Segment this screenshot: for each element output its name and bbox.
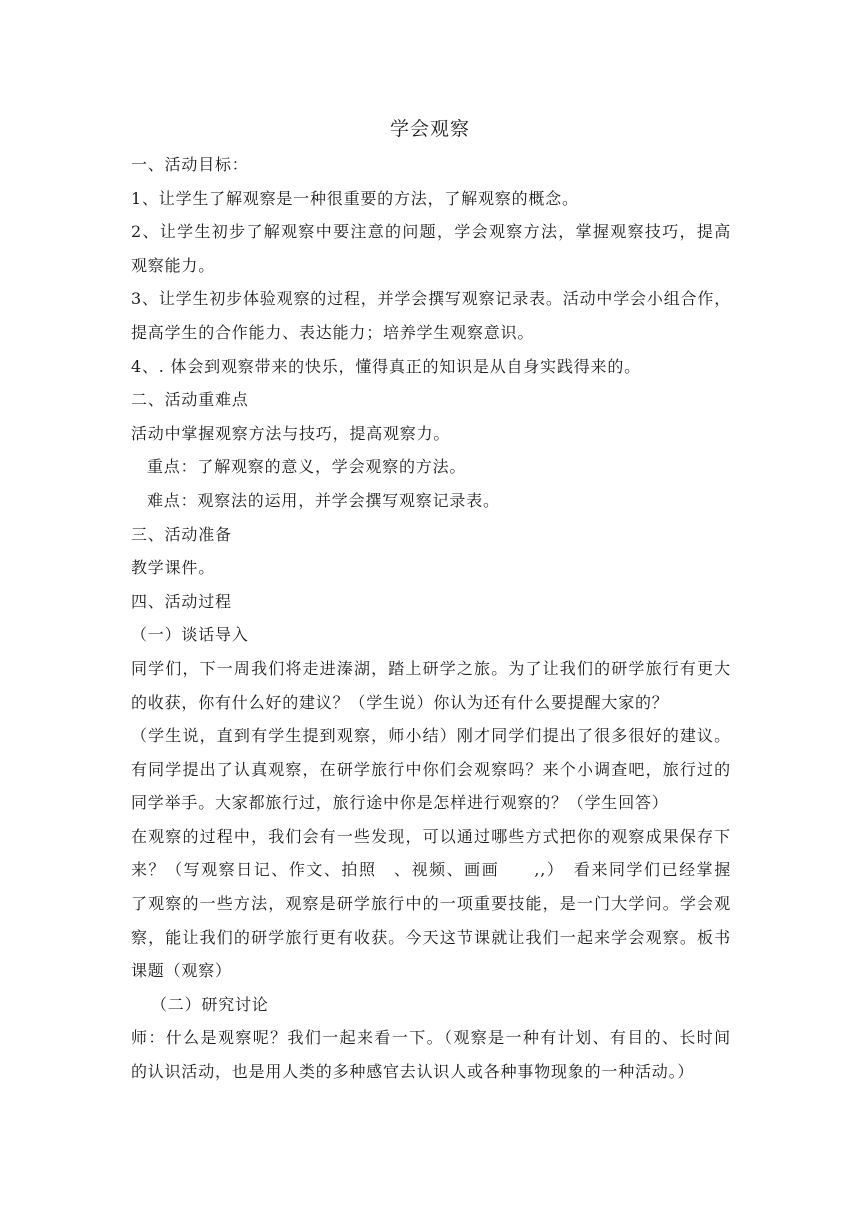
intro-paragraph-line-4: 有同学提出了认真观察，在研学旅行中你们会观察吗？来个小调查吧，旅行过的 [131,759,731,779]
section-heading-goals: 一、活动目标： [131,155,249,174]
observation-paragraph-line-4: 察，能让我们的研学旅行更有收获。今天这节课就让我们一起来学会观察。板书 [131,927,731,947]
intro-paragraph-line-1: 同学们，下一周我们将走进溱湖，踏上研学之旅。为了让我们的研学旅行有更大 [131,658,731,678]
discussion-paragraph-line-2: 的认识活动，也是用人类的多种感官去认识人或各种事物现象的一种活动。） [131,1062,695,1082]
goal-item-3-line-1: 3、让学生初步体验观察的过程，并学会撰写观察记录表。活动中学会小组合作， [131,289,731,309]
observation-paragraph-line-5: 课题（观察） [131,961,232,981]
intro-paragraph-line-5: 同学举手。大家都旅行过，旅行途中你是怎样进行观察的？（学生回答） [131,793,669,813]
discussion-paragraph-line-1: 师：什么是观察呢？我们一起来看一下。（观察是一种有计划、有目的、长时间 [131,1028,731,1048]
section-heading-process: 四、活动过程 [131,591,232,611]
section-heading-key-points: 二、活动重难点 [131,390,249,410]
intro-paragraph-line-3: （学生说，直到有学生提到观察，师小结）刚才同学们提出了很多很好的建议。 [131,726,731,746]
goal-item-3-line-2: 提高学生的合作能力、表达能力；培养学生观察意识。 [131,322,535,342]
document-title: 学会观察 [389,118,470,140]
goal-item-4: 4、. 体会到观察带来的快乐，懂得真正的知识是从自身实践得来的。 [131,356,641,376]
document-body [131,148,731,1089]
key-point-difficulty: 难点：观察法的运用，并学会撰写观察记录表。 [147,490,500,510]
section-heading-preparation: 三、活动准备 [131,524,232,544]
observation-paragraph-line-2: 来？（写观察日记、作文、拍照 、视频、画画 ,,） 看来同学们已经掌握 [131,860,731,880]
subsection-heading-discussion: （二）研究讨论 [151,994,269,1014]
subsection-heading-intro: （一）谈话导入 [131,625,249,645]
key-points-text: 活动中掌握观察方法与技巧，提高观察力。 [131,423,451,443]
intro-paragraph-line-2: 的收获，你有什么好的建议？（学生说）你认为还有什么要提醒大家的？ [131,692,669,712]
goal-item-1: 1、让学生了解观察是一种很重要的方法，了解观察的概念。 [131,188,579,208]
key-point-focus: 重点：了解观察的意义，学会观察的方法。 [147,457,467,477]
observation-paragraph-line-3: 了观察的一些方法，观察是研学旅行中的一项重要技能，是一门大学问。学会观 [131,894,731,914]
goal-item-2-line-1: 2、让学生初步了解观察中要注意的问题，学会观察方法，掌握观察技巧，提高 [131,222,731,242]
preparation-text: 教学课件。 [131,558,216,578]
observation-paragraph-line-1: 在观察的过程中，我们会有一些发现，可以通过哪些方式把你的观察成果保存下 [131,826,731,846]
goal-item-2-line-2: 观察能力。 [131,255,216,275]
